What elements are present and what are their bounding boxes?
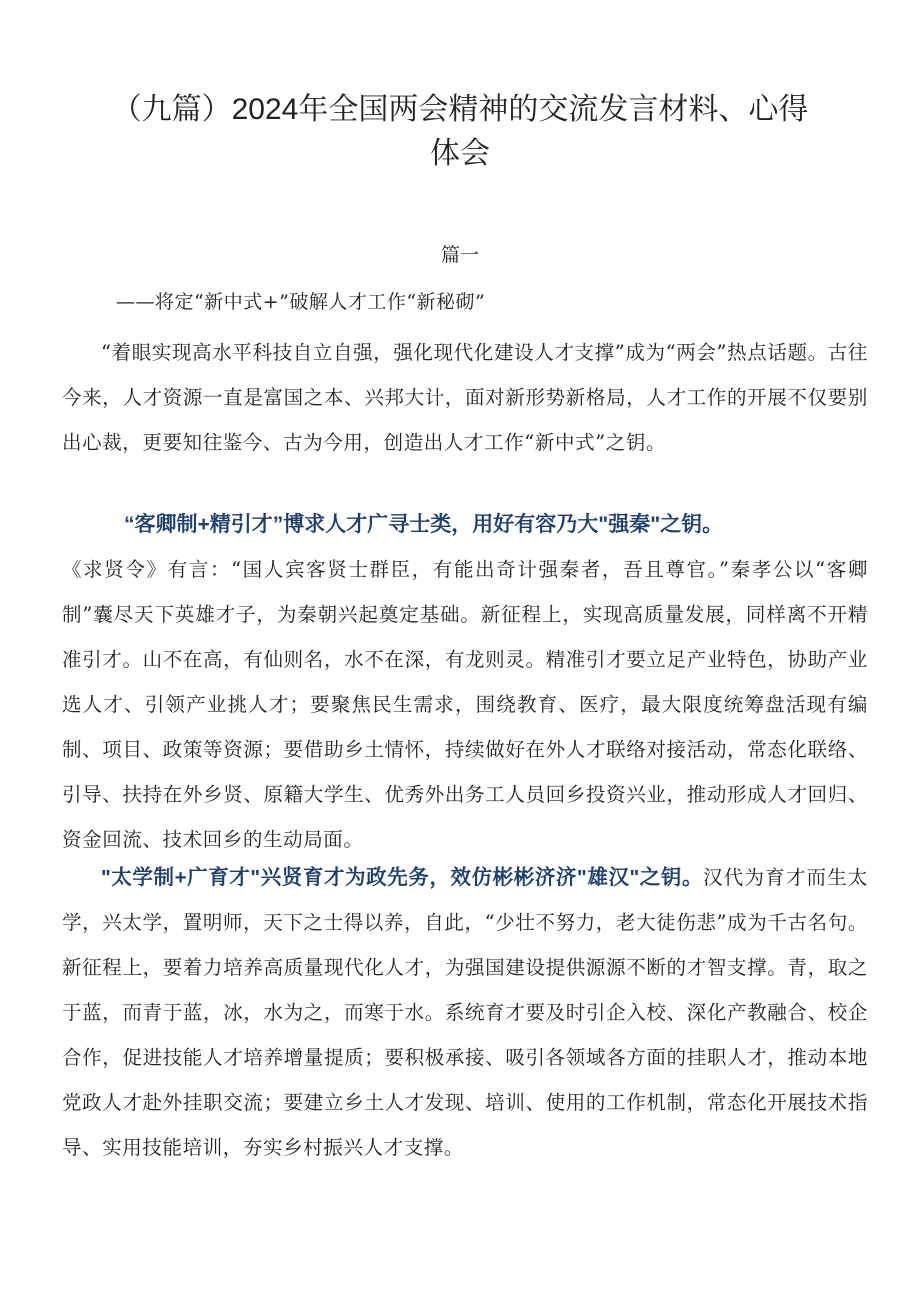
chapter-label: 篇一 — [440, 244, 479, 266]
body-paragraph-qin: 《求贤令》有言：“国人宾客贤士群臣，有能出奇计强秦者，吾且尊官。”秦孝公以“客卿制”囊尽天下英雄才子，为秦朝兴起奠定基础。新征程上，实现高质量发展，同样离不开精准引才。山不在高，有仙则名，水不在深，有龙则灵。精准引才要立足产业特色，协助产业选人才、引领产业挑人才；要聚焦民生需求，围绕教育、医疗，最大限度统筹盘活现有编制、项目、政策等资源；要借助乡土情怀，持续做好在外人才联络对接活动，常态化联络、引导、扶持在外乡贤、原籍大学生、优秀外出务工人员回乡投资兴业，推动形成人才回归、资金回流、技术回乡的生动局面。 — [62, 558, 868, 851]
document-title: （九篇）2024年全国两会精神的交流发言材料、心得体会 — [111, 93, 809, 170]
body-paragraph-han — [62, 855, 868, 1170]
intro-paragraph: “着眼实现高水平科技自立自强，强化现代化建设人才支撑”成为“两会”热点话题。古往今来，人才资源一直是富国之本、兴邦大计，面对新形势新格局，人才工作的开展不仅要别出心裁，更要知往鉴今、古为今用，创造出人才工作“新中式”之钥。 — [62, 341, 868, 454]
section-heading-han: "太学制+广育才"兴贤育才为政先务，效仿彬彬济济"雄汉"之钥。 — [101, 866, 704, 889]
section-subtitle: ——将定“新中式+”破解人才工作“新秘砌” — [116, 291, 486, 313]
section-heading-qin: “客卿制+精引才”博求人才广寻士类，用好有容乃大"强秦"之钥。 — [124, 513, 724, 536]
body-text-han: 汉代为育才而生太学，兴太学，置明师，天下之士得以养，自此，“少壮不努力，老大徒伤悲”成为千古名句。新征程上，要着力培养高质量现代化人才，为强国建设提供源源不断的才智支撑。青，取之于蓝，而青于蓝，冰，水为之，而寒于水。系统育才要及时引企入校、深化产教融合、校企合作，促进技能人才培养增量提质；要积极承接、吸引各领域各方面的挂职人才，推动本地党政人才赴外挂职交流；要建立乡土人才发现、培训、使用的工作机制，常态化开展技术指导、实用技能培训，夯实乡村振兴人才支撑。 — [62, 866, 868, 1159]
